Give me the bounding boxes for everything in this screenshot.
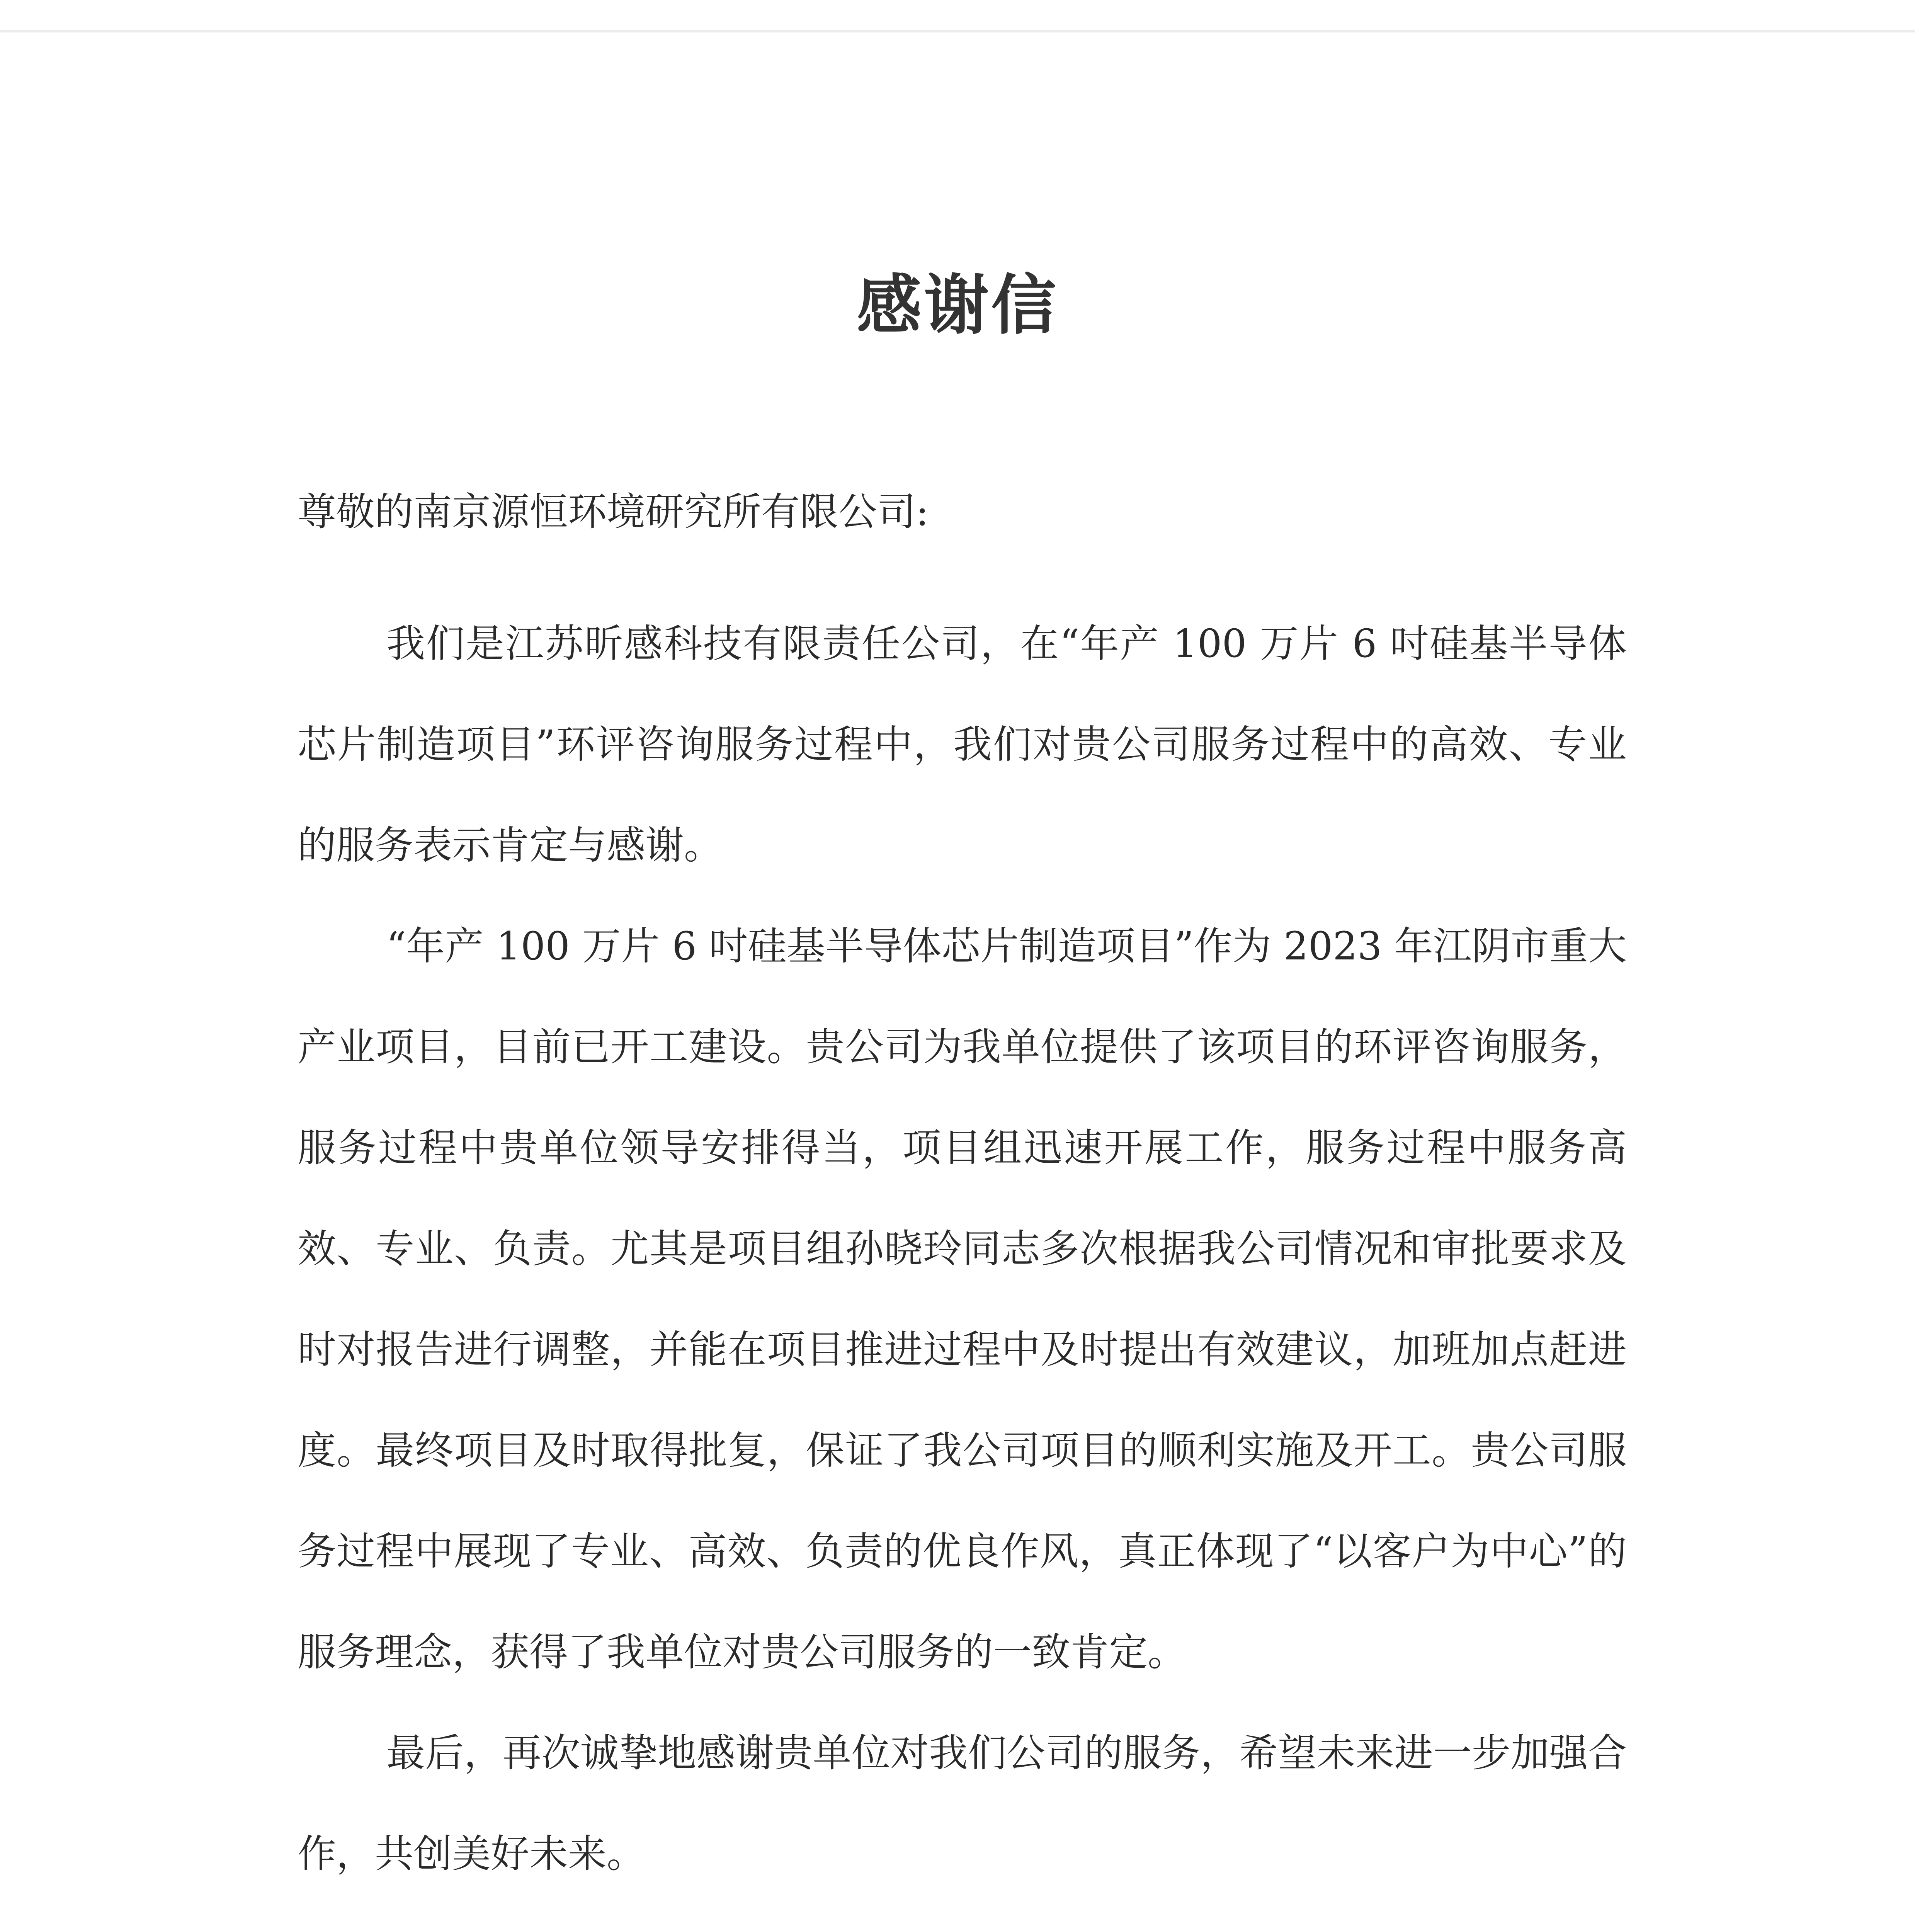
paragraph-2: “年产 100 万片 6 吋硅基半导体芯片制造项目”作为 2023 年江阴市重大产业项目，目前已开工建设。贵公司为我单位提供了该项目的环评咨询服务，服务过程中贵单位领导安排得当，项目组迅速开展工作，服务过程中服务高效、专业、负责。尤其是项目组孙晓玲同志多次根据我公司情况和审批要求及时对报告进行调整，并能在项目推进过程中及时提出有效建议，加班加点赶进度。最终项目及时取得批复，保证了我公司项目的顺利实施及开工。贵公司服务过程中展现了专业、高效、负责的优良作风，真正体现了“以客户为中心”的服务理念，获得了我单位对贵公司服务的一致肯定。 <box>298 923 1627 1675</box>
letter-title: 感谢信 <box>857 267 1058 343</box>
letter-body <box>298 593 1627 1904</box>
salutation: 尊敬的南京源恒环境研究所有限公司: <box>298 489 929 534</box>
paragraph-3: 最后，再次诚挚地感谢贵单位对我们公司的服务，希望未来进一步加强合作，共创美好未来。 <box>298 1730 1627 1876</box>
paragraph-1: 我们是江苏昕感科技有限责任公司，在“年产 100 万片 6 吋硅基半导体芯片制造项目”环评咨询服务过程中，我们对贵公司服务过程中的高效、专业的服务表示肯定与感谢。 <box>298 621 1627 868</box>
scan-edge-top <box>0 30 1915 32</box>
